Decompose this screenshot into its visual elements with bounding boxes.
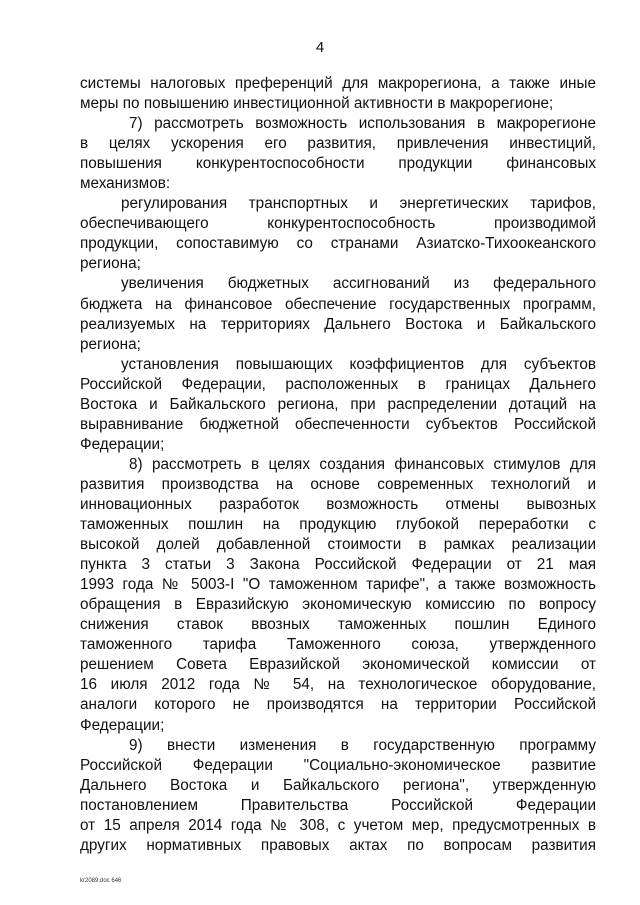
text-line: обеспечивающего конкурентоспособность производимой (80, 215, 596, 233)
text-line: в целях ускорения его развития, привлечения инвестиций, (80, 135, 596, 153)
text-line: увеличения бюджетных ассигнований из федерального (121, 275, 596, 293)
text-line: Федерации; (80, 435, 165, 453)
text-line: таможенных пошлин на продукцию глубокой переработки с (80, 516, 596, 534)
text-line: продукции, сопоставимую со странами Азиатско-Тихоокеанского (80, 235, 596, 253)
text-line: пункта 3 статьи 3 Закона Российской Федерации от 21 мая (80, 556, 596, 574)
text-line: Федерации; (80, 716, 165, 734)
text-line: регулирования транспортных и энергетических тарифов, (121, 195, 596, 213)
text-line: постановлением Правительства Российской Федерации (80, 796, 596, 814)
text-line: системы налоговых преференций для макрорегиона, а также иные (80, 75, 596, 92)
text-line: региона; (80, 335, 141, 353)
text-line: инновационных разработок возможность отмены вывозных (80, 495, 596, 513)
text-line: механизмов: (80, 175, 171, 193)
text-line: от 15 апреля 2014 года № 308, с учетом мер, предусмотренных в (80, 816, 596, 834)
text-line: 16 июля 2012 года № 54, на технологическое оборудование, (80, 676, 596, 694)
text-line: повышения конкурентоспособности продукции финансовых (80, 155, 596, 173)
text-line: аналоги которого не производятся на территории Российской (80, 696, 596, 714)
text-line: 7) рассмотреть возможность использования в макрорегионе (129, 115, 596, 133)
document-body (80, 74, 596, 856)
text-line: высокой долей добавленной стоимости в рамках реализации (80, 536, 596, 554)
text-line: решением Совета Евразийской экономической комиссии от (80, 656, 596, 674)
text-line: выравнивание бюджетной обеспеченности субъектов Российской (80, 415, 596, 433)
text-line: реализуемых на территориях Дальнего Востока и Байкальского (80, 315, 596, 333)
text-line: обращения в Евразийскую экономическую комиссию по вопросу (80, 596, 596, 614)
text-line: других нормативных правовых актах по вопросам развития (80, 836, 596, 854)
text-line: бюджета на финансовое обеспечение государственных программ, (80, 295, 596, 313)
text-line: 1993 года № 5003-I "О таможенном тарифе", а также возможность (80, 576, 596, 594)
page-number: 4 (315, 39, 325, 56)
text-line: снижения ставок ввозных таможенных пошлин Единого (80, 616, 596, 634)
text-line: Дальнего Востока и Байкальского региона", утвержденную (80, 776, 596, 794)
text-line: региона; (80, 255, 141, 273)
footer-file-reference: kr2089.doc 646 (80, 878, 122, 884)
text-line: 9) внести изменения в государственную программу (129, 736, 596, 754)
text-line: развития производства на основе современных технологий и (80, 475, 596, 493)
text-line: Российской Федерации "Социально-экономическое развитие (80, 756, 596, 774)
text-line: 8) рассмотреть в целях создания финансовых стимулов для (129, 455, 596, 473)
text-line: Российской Федерации, расположенных в границах Дальнего (80, 375, 596, 393)
text-line: Востока и Байкальского региона, при распределении дотаций на (80, 395, 596, 413)
text-line: меры по повышению инвестиционной активности в макрорегионе; (80, 95, 554, 113)
text-line: таможенного тарифа Таможенного союза, утвержденного (80, 636, 596, 654)
text-line: установления повышающих коэффициентов для субъектов (121, 355, 596, 373)
